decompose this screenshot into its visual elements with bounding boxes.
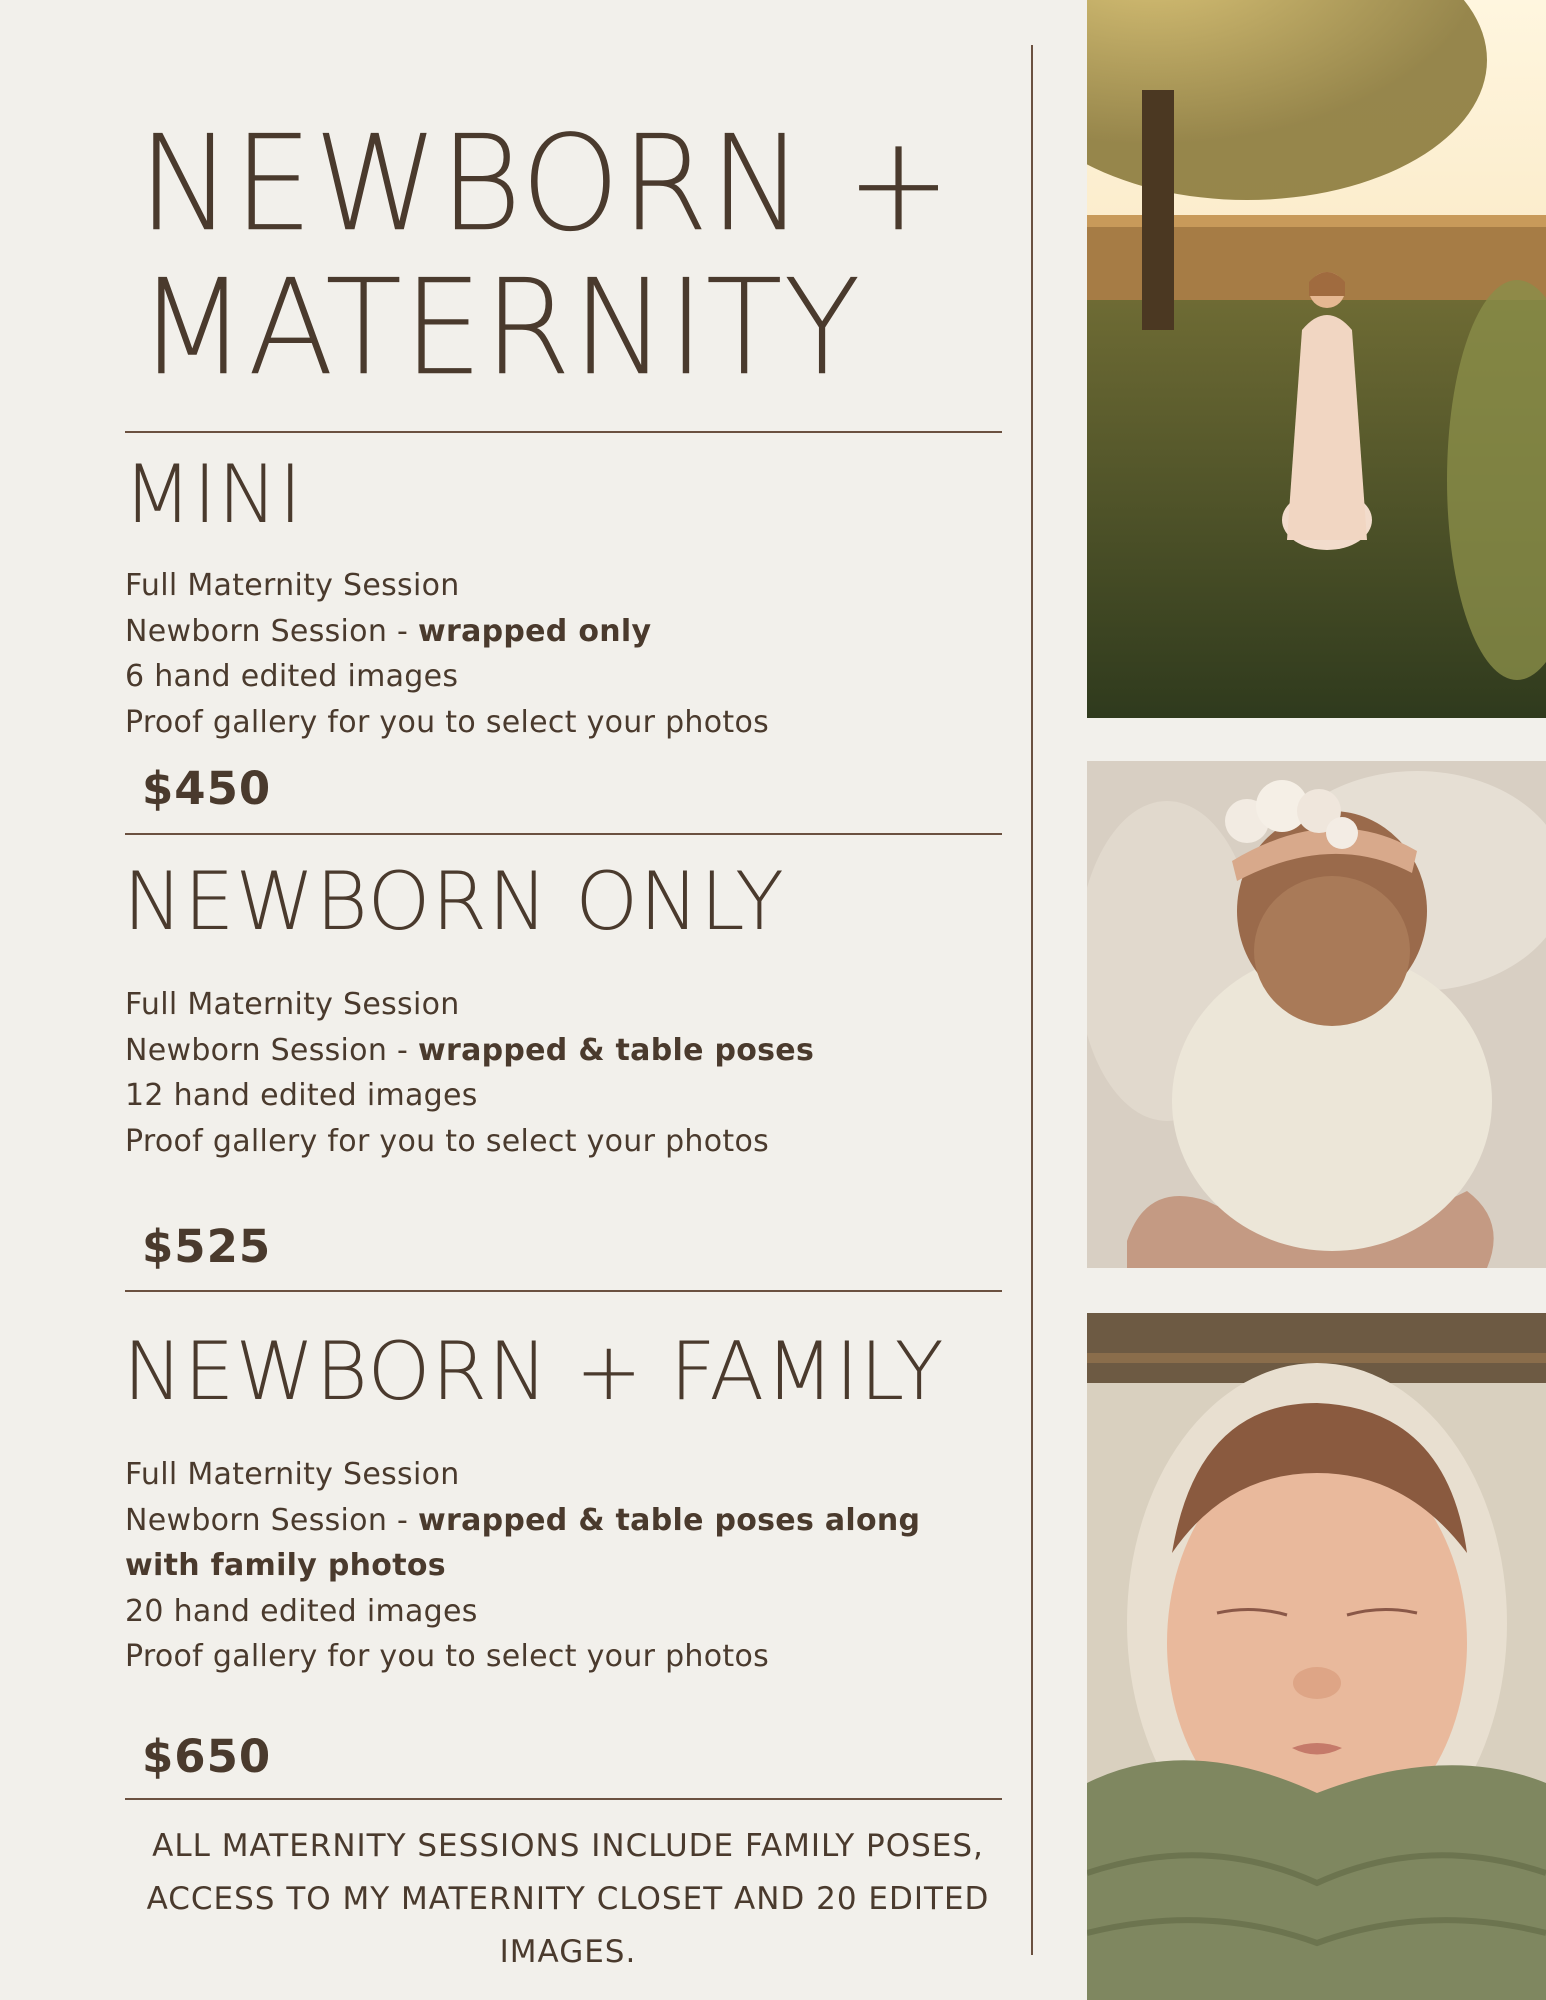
feature-item: Newborn Session - wrapped only [125, 613, 652, 649]
feature-item: Full Maternity Session [125, 1457, 460, 1492]
package-features-newborn-family [125, 1452, 1005, 1680]
newborn-wrapped-photo-image [1087, 761, 1546, 1268]
maternity-photo [1087, 0, 1546, 718]
package-features-newborn-only [125, 982, 1005, 1164]
newborn-closeup-photo-image [1087, 1313, 1546, 2000]
feature-item: Proof gallery for you to select your photos [125, 1123, 770, 1159]
feature-item: Newborn Session - wrapped & table poses [125, 1032, 815, 1068]
newborn-wrapped-photo [1087, 761, 1546, 1268]
divider [125, 1798, 1002, 1800]
vertical-divider [1031, 45, 1033, 1955]
divider [125, 1290, 1002, 1292]
page-title-line-1: NEWBORN + [138, 106, 953, 261]
newborn-closeup-photo [1087, 1313, 1546, 2000]
feature-item: Proof gallery for you to select your photos [125, 704, 770, 740]
maternity-photo-image [1087, 0, 1546, 718]
feature-item: 12 hand edited images [125, 1078, 478, 1113]
divider [125, 833, 1002, 835]
package-title-newborn-only: NEWBORN ONLY [123, 855, 785, 948]
package-price-newborn-only: $525 [142, 1220, 272, 1273]
page-title-line-2: MATERNITY [138, 250, 862, 405]
package-title-mini: MINI [123, 448, 304, 541]
feature-item: Newborn Session - wrapped & table poses along with family photos [125, 1502, 921, 1583]
package-price-newborn-family: $650 [142, 1730, 272, 1783]
feature-item: 6 hand edited images [125, 659, 459, 694]
feature-item: Proof gallery for you to select your photos [125, 1639, 770, 1674]
divider [125, 431, 1002, 433]
feature-item: Full Maternity Session [125, 987, 460, 1022]
feature-item: Full Maternity Session [125, 568, 460, 603]
footer-note: ALL MATERNITY SESSIONS INCLUDE FAMILY POSES, ACCESS TO MY MATERNITY CLOSET AND 20 EDITED IMAGES. [146, 1828, 990, 1970]
feature-item: 20 hand edited images [125, 1593, 478, 1629]
package-price-mini: $450 [142, 762, 272, 815]
package-features-mini [125, 563, 1005, 745]
package-title-newborn-family: NEWBORN + FAMILY [123, 1325, 945, 1418]
